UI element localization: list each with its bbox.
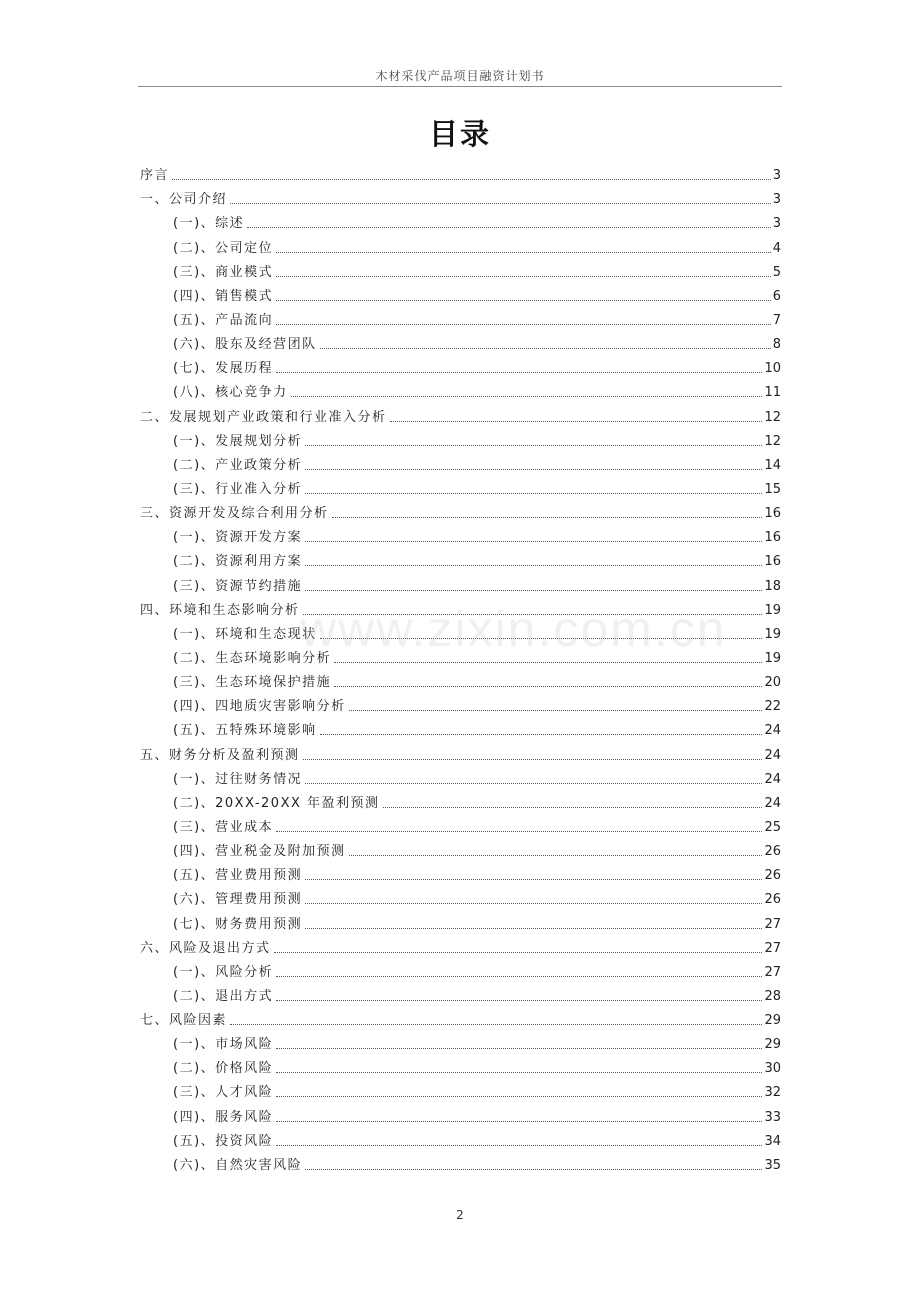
toc-entry-page: 26 [764,844,781,860]
toc-dot-leader [305,493,762,494]
toc-chapter-entry[interactable] [140,184,781,208]
toc-section-entry[interactable] [140,257,781,281]
toc-section-entry[interactable] [140,812,781,836]
toc-entry-page: 24 [764,795,781,811]
toc-dot-leader [334,686,762,687]
toc-entry-page: 10 [764,361,781,377]
toc-entry-page: 14 [764,457,781,473]
toc-entry-title: (六)、管理费用预测 [173,892,303,908]
toc-entry-page: 19 [764,626,781,642]
toc-entry-title: (二)、资源利用方案 [173,554,303,570]
toc-dot-leader [383,807,763,808]
toc-chapter-entry[interactable] [140,933,781,957]
toc-entry-title: (一)、风险分析 [173,964,274,980]
toc-section-entry[interactable] [140,908,781,932]
toc-section-entry[interactable] [140,570,781,594]
toc-section-entry[interactable] [140,1150,781,1174]
toc-section-entry[interactable] [140,957,781,981]
toc-entry-title: (三)、商业模式 [173,264,274,280]
toc-entry-page: 29 [764,1037,781,1053]
toc-dot-leader [305,469,762,470]
toc-entry-title: (四)、销售模式 [173,288,274,304]
toc-entry-page: 6 [772,288,781,304]
toc-dot-leader [390,421,763,422]
toc-dot-leader [305,879,762,880]
toc-entry-title: (二)、价格风险 [173,1061,274,1077]
toc-dot-leader [305,928,762,929]
toc-section-entry[interactable] [140,667,781,691]
toc-entry-page: 16 [764,530,781,546]
toc-entry-page: 11 [764,385,781,401]
toc-dot-leader [320,734,763,735]
toc-entry-title: (八)、核心竞争力 [173,385,288,401]
toc-dot-leader [305,903,762,904]
toc-entry-page: 35 [764,1157,781,1173]
toc-entry-title: (七)、发展历程 [173,361,274,377]
toc-entry-title: (二)、公司定位 [173,240,274,256]
toc-chapter-entry[interactable] [140,595,781,619]
toc-entry-page: 29 [764,1013,781,1029]
toc-entry-page: 33 [764,1109,781,1125]
toc-section-entry[interactable] [140,305,781,329]
toc-entry-title: 序言 [140,168,170,184]
toc-entry-page: 4 [772,240,781,256]
toc-entry-title: (三)、行业准入分析 [173,481,303,497]
page-number: 2 [456,1208,464,1222]
toc-entry-title: 二、发展规划产业政策和行业准入分析 [140,409,387,425]
toc-entry-title: (六)、股东及经营团队 [173,337,317,353]
toc-entry-page: 5 [772,264,781,280]
toc-entry-title: (五)、产品流向 [173,312,274,328]
toc-entry-title: (二)、20XX-20XX 年盈利预测 [173,795,380,811]
toc-entry-page: 15 [764,481,781,497]
toc-dot-leader [230,1024,762,1025]
toc-chapter-entry[interactable] [140,1005,781,1029]
toc-chapter-entry[interactable] [140,401,781,425]
toc-entry-page: 26 [764,868,781,884]
toc-dot-leader [274,952,763,953]
toc-entry-page: 27 [764,940,781,956]
toc-dot-leader [276,276,771,277]
toc-dot-leader [276,300,771,301]
toc-section-entry[interactable] [140,522,781,546]
toc-section-entry[interactable] [140,546,781,570]
toc-entry-title: (一)、资源开发方案 [173,530,303,546]
toc-entry-title: 七、风险因素 [140,1013,228,1029]
toc-entry-page: 3 [772,192,781,208]
toc-entry-title: (四)、营业税金及附加预测 [173,844,346,860]
toc-dot-leader [276,1121,762,1122]
toc-entry-page: 19 [764,650,781,666]
toc-dot-leader [303,759,763,760]
toc-dot-leader [276,324,771,325]
toc-section-entry[interactable] [140,619,781,643]
toc-section-entry[interactable] [140,884,781,908]
toc-section-entry[interactable] [140,1053,781,1077]
toc-dot-leader [276,252,771,253]
toc-section-entry[interactable] [140,860,781,884]
toc-entry-title: (二)、生态环境影响分析 [173,650,332,666]
toc-dot-leader [334,662,762,663]
toc-entry-page: 24 [764,723,781,739]
toc-entry-page: 24 [764,747,781,763]
running-header: 木材采伐产品项目融资计划书 [375,69,545,83]
toc-dot-leader [320,348,771,349]
toc-entry-page: 16 [764,506,781,522]
header-divider [138,86,782,87]
toc-section-entry[interactable] [140,788,781,812]
toc-entry-page: 12 [764,409,781,425]
toc-dot-leader [303,614,763,615]
toc-entry-title: (六)、自然灾害风险 [173,1157,303,1173]
toc-dot-leader [276,831,762,832]
toc-entry-title: (四)、服务风险 [173,1109,274,1125]
toc-entry-title: 三、资源开发及综合利用分析 [140,506,329,522]
toc-dot-leader [276,1072,762,1073]
toc-section-entry[interactable] [140,691,781,715]
toc-entry-title: (五)、投资风险 [173,1133,274,1149]
toc-dot-leader [276,1048,762,1049]
toc-section-entry[interactable] [140,329,781,353]
toc-dot-leader [291,396,763,397]
toc-section-entry[interactable] [140,474,781,498]
toc-entry-title: (四)、四地质灾害影响分析 [173,699,346,715]
toc-entry-page: 19 [764,602,781,618]
toc-entry-title: (三)、人才风险 [173,1085,274,1101]
watermark: www.zixin.com.cn [300,601,727,657]
toc-entry-page: 27 [764,916,781,932]
toc-entry-title: 一、公司介绍 [140,192,228,208]
toc-dot-leader [349,855,763,856]
toc-chapter-entry[interactable] [140,498,781,522]
toc-section-entry[interactable] [140,1029,781,1053]
toc-entry-page: 28 [764,988,781,1004]
toc-dot-leader [276,372,762,373]
toc-entry-page: 30 [764,1061,781,1077]
toc-entry-title: (一)、综述 [173,216,245,232]
toc-dot-leader [172,179,771,180]
toc-entry-title: (一)、市场风险 [173,1037,274,1053]
page-title: 目录 [428,117,491,151]
toc-dot-leader [247,227,771,228]
toc-entry-title: (三)、生态环境保护措施 [173,675,332,691]
toc-section-entry[interactable] [140,353,781,377]
toc-section-entry[interactable] [140,1077,781,1101]
toc-section-entry[interactable] [140,1101,781,1125]
toc-dot-leader [230,203,771,204]
toc-section-entry[interactable] [140,450,781,474]
toc-dot-leader [332,517,763,518]
toc-section-entry[interactable] [140,715,781,739]
toc-section-entry[interactable] [140,836,781,860]
toc-entry-page: 32 [764,1085,781,1101]
toc-entry-page: 16 [764,554,781,570]
toc-entry-page: 3 [772,168,781,184]
toc-entry-title: (三)、资源节约措施 [173,578,303,594]
toc-entry-title: (七)、财务费用预测 [173,916,303,932]
toc-entry-page: 7 [772,312,781,328]
toc-entry-page: 3 [772,216,781,232]
toc-dot-leader [305,590,762,591]
toc-dot-leader [276,1145,762,1146]
toc-entry-title: (二)、退出方式 [173,988,274,1004]
toc-entry-title: (五)、五特殊环境影响 [173,723,317,739]
toc-dot-leader [305,445,762,446]
toc-section-entry[interactable] [140,643,781,667]
toc-entry-page: 24 [764,771,781,787]
toc-entry-title: (一)、环境和生态现状 [173,626,317,642]
toc-dot-leader [320,638,763,639]
toc-entry-page: 27 [764,964,781,980]
toc-entry-page: 12 [764,433,781,449]
toc-entry-title: (三)、营业成本 [173,819,274,835]
toc-chapter-entry[interactable] [140,160,781,184]
toc-dot-leader [305,565,762,566]
toc-dot-leader [305,783,762,784]
toc-section-entry[interactable] [140,208,781,232]
toc-entry-title: (一)、发展规划分析 [173,433,303,449]
table-of-contents [140,160,781,1174]
toc-section-entry[interactable] [140,1126,781,1150]
toc-entry-page: 20 [764,675,781,691]
toc-entry-title: 五、财务分析及盈利预测 [140,747,300,763]
toc-section-entry[interactable] [140,426,781,450]
toc-entry-title: (一)、过往财务情况 [173,771,303,787]
toc-section-entry[interactable] [140,232,781,256]
toc-section-entry[interactable] [140,764,781,788]
toc-section-entry[interactable] [140,981,781,1005]
toc-dot-leader [305,541,762,542]
toc-entry-title: 六、风险及退出方式 [140,940,271,956]
toc-dot-leader [276,976,762,977]
toc-section-entry[interactable] [140,377,781,401]
toc-dot-leader [349,710,763,711]
toc-entry-title: 四、环境和生态影响分析 [140,602,300,618]
toc-entry-title: (二)、产业政策分析 [173,457,303,473]
toc-dot-leader [305,1169,762,1170]
toc-entry-page: 8 [772,337,781,353]
toc-dot-leader [276,1096,762,1097]
toc-entry-page: 18 [764,578,781,594]
toc-entry-page: 25 [764,819,781,835]
toc-entry-page: 26 [764,892,781,908]
toc-entry-title: (五)、营业费用预测 [173,868,303,884]
toc-chapter-entry[interactable] [140,739,781,763]
toc-entry-page: 34 [764,1133,781,1149]
toc-entry-page: 22 [764,699,781,715]
toc-dot-leader [276,1000,762,1001]
toc-section-entry[interactable] [140,281,781,305]
